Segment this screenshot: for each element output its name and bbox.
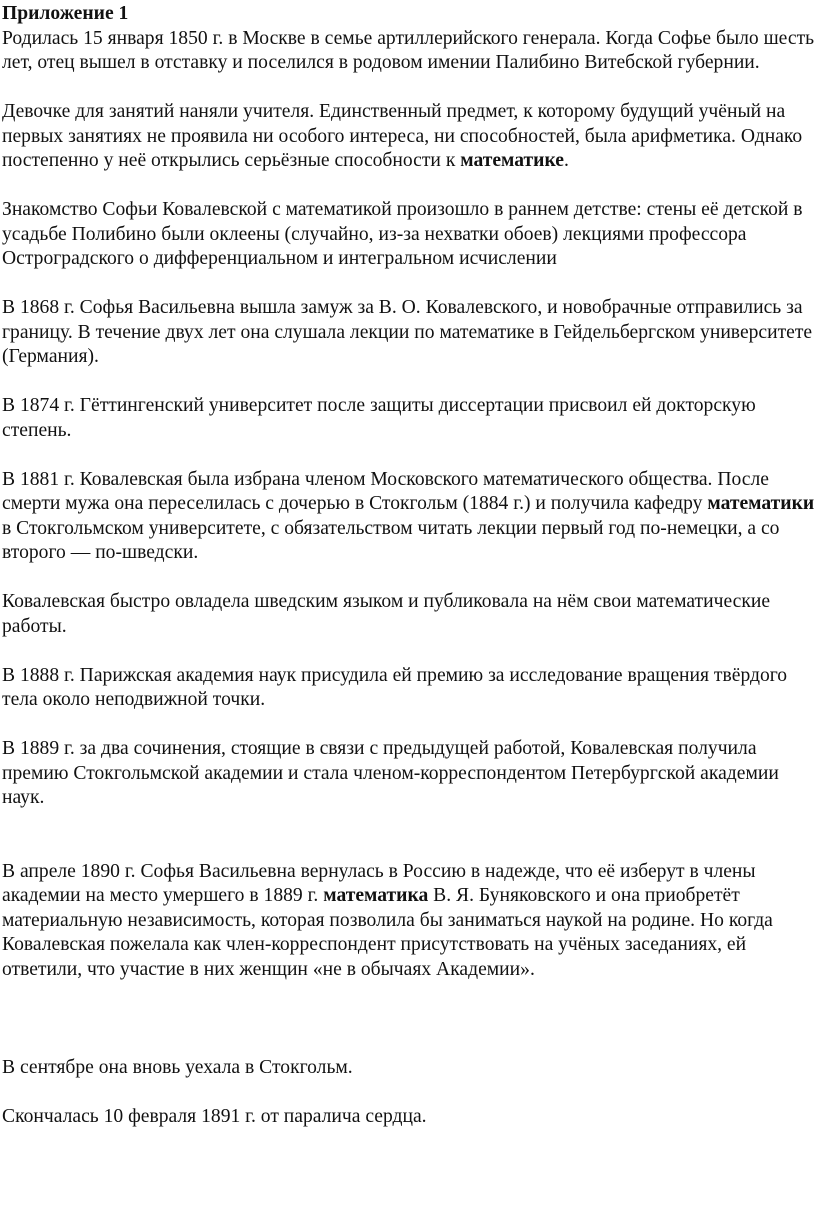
paragraph-september — [2, 1056, 816, 1081]
paragraph-text: Скончалась 10 февраля 1891 г. от паралича сердца. — [2, 1105, 427, 1127]
paragraph-teacher — [2, 100, 816, 174]
paragraph-text: В 1874 г. Гёттингенский университет после защиты диссертации присвоил ей докторскую степень. — [2, 395, 756, 441]
paragraph-text: В. Я. Буняковского и она приобретёт материальную независимость, которая позволила бы заниматься наукой на родине. Но когда Ковалевская пожелала как член-корреспондент присутствовать на учёных заседаниях, ей ответили, что участие в них женщин «не в обычаях Академии». — [2, 885, 773, 980]
paragraph-1874 — [2, 394, 816, 443]
paragraph-1888 — [2, 664, 816, 713]
paragraph-birth — [2, 27, 816, 76]
paragraph-text: В 1889 г. за два сочинения, стоящие в связи с предыдущей работой, Ковалевская получила премию Стокгольмской академии и стала членом-корреспондентом Петербургской академии наук. — [2, 738, 779, 808]
paragraph-text: в Стокгольмском университете, с обязательством читать лекции первый год по-немецки, а со второго — по-шведски. — [2, 517, 780, 563]
paragraph-death — [2, 1105, 816, 1130]
paragraph-text: Родилась 15 января 1850 г. в Москве в семье артиллерийского генерала. Когда Софье было шесть лет, отец вышел в отставку и поселился в родовом имении Палибино Витебской губернии. — [2, 27, 815, 73]
bold-term: математике — [460, 150, 564, 171]
paragraph-1890 — [2, 860, 816, 983]
paragraph-text: . — [563, 150, 569, 171]
paragraph-swedish — [2, 590, 816, 639]
paragraph-1868 — [2, 296, 816, 370]
paragraph-text: Знакомство Софьи Ковалевской с математикой произошло в раннем детстве: стены её детской в усадьбе Полибино были оклеены (случайно, из-за нехватки обоев) лекциями профессора Остроградского о дифференциальном и интегральном исчислении — [2, 199, 803, 269]
paragraph-1889 — [2, 737, 816, 811]
paragraph-text: Ковалевская быстро овладела шведским языком и публиковала на нём свои математические работы. — [2, 591, 771, 637]
paragraph-text: В сентябре она вновь уехала в Стокгольм. — [2, 1056, 353, 1078]
paragraph-text: В 1881 г. Ковалевская была избрана членом Московского математического общества. После смерти мужа она переселилась с дочерью в Стокгольм (1884 г.) и получила кафедру — [2, 468, 769, 514]
paragraph-text: В апреле 1890 г. Софья Васильевна вернулась в Россию в надежде, что её изберут в члены академии на место умершего в 1889 г. — [2, 860, 756, 906]
paragraph-1881 — [2, 468, 816, 566]
bold-term: математики — [707, 493, 815, 514]
paragraph-text: Девочке для занятий наняли учителя. Единственный предмет, к которому будущий учёный на первых занятиях не проявила ни особого интереса, ни способностей, была арифметика. Однако постепенно у неё открылись серьёзные способности к — [2, 101, 803, 171]
document-title: Приложение 1 — [2, 3, 129, 24]
paragraph-acquaintance — [2, 198, 816, 272]
paragraph-text: В 1868 г. Софья Васильевна вышла замуж за В. О. Ковалевского, и новобрачные отправились за границу. В течение двух лет она слушала лекции по математике в Гейдельбергском университете (Германия). — [2, 297, 813, 367]
bold-term: математика — [323, 885, 429, 906]
paragraph-text: В 1888 г. Парижская академия наук присудила ей премию за исследование вращения твёрдого тела около неподвижной точки. — [2, 664, 788, 710]
